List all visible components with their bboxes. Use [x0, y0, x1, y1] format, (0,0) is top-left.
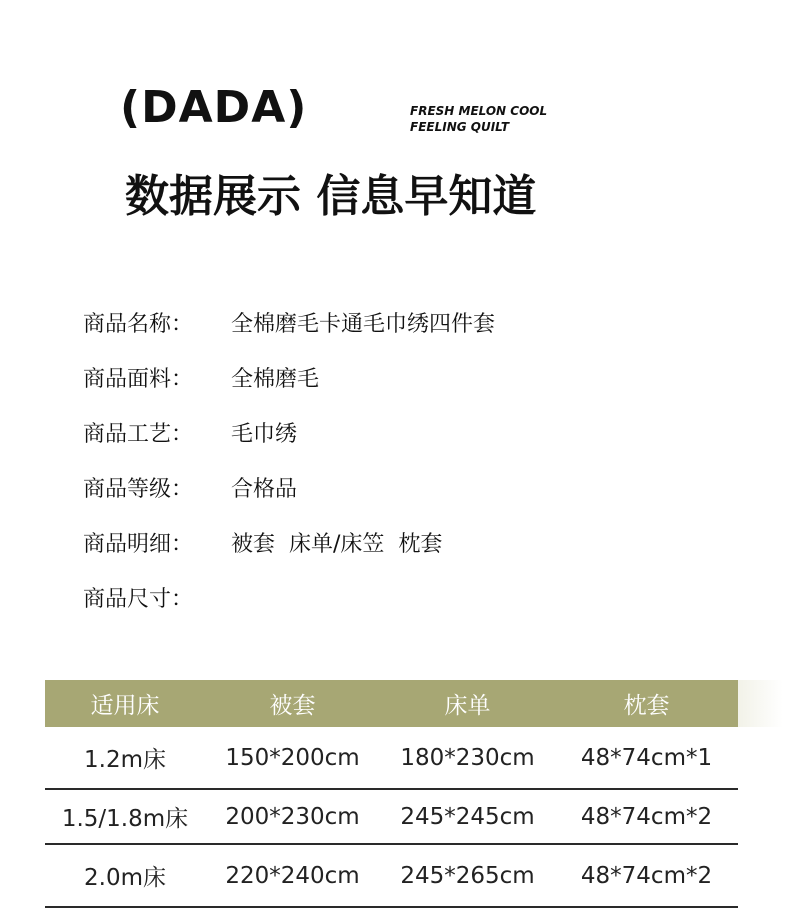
info-label: 商品面料：: [83, 367, 194, 392]
table-cell: 48*74cm*2: [580, 803, 713, 830]
table-cell: 1.5/1.8m床: [61, 806, 189, 832]
brand-logo-text: (DADA): [120, 82, 308, 133]
info-label: 商品等级：: [83, 477, 194, 502]
table-row: [45, 727, 738, 790]
size-table: [45, 680, 738, 908]
table-cell: 220*240cm: [225, 862, 360, 889]
info-label: 商品工艺：: [83, 422, 194, 447]
info-value: 全棉磨毛卡通毛巾绣四件套: [231, 312, 496, 337]
info-value: 被套 床单/床笠 枕套: [231, 532, 443, 557]
header-fade-decoration: [738, 680, 783, 727]
size-table-header: [45, 680, 738, 727]
info-value: 全棉磨毛: [231, 367, 320, 392]
info-label: 商品名称：: [83, 312, 194, 337]
info-value: 合格品: [231, 477, 298, 502]
page-headline: 数据展示 信息早知道: [125, 171, 537, 222]
table-cell: 150*200cm: [225, 744, 360, 771]
table-row: [45, 845, 738, 908]
header-cell-pillowcase: 枕套: [623, 693, 670, 719]
info-label: 商品尺寸：: [83, 587, 194, 612]
info-row-name: [83, 305, 495, 360]
table-cell: 245*265cm: [400, 862, 535, 889]
header-cell-bed: 适用床: [90, 693, 160, 719]
info-row-craft: [83, 415, 495, 470]
header-cell-duvet-cover: 被套: [269, 693, 316, 719]
table-cell: 200*230cm: [225, 803, 360, 830]
info-row-details: [83, 525, 495, 580]
table-cell: 2.0m床: [84, 865, 166, 891]
table-cell: 180*230cm: [400, 744, 535, 771]
info-value: 毛巾绣: [231, 422, 298, 447]
info-row-fabric: [83, 360, 495, 415]
info-label: 商品明细：: [83, 532, 194, 557]
product-info-list: [83, 305, 495, 635]
table-cell: 48*74cm*2: [580, 862, 713, 889]
tagline-line-2: FEELING QUILT: [410, 120, 510, 134]
table-cell: 1.2m床: [84, 747, 166, 773]
table-cell: 245*245cm: [400, 803, 535, 830]
info-row-size: [83, 580, 495, 635]
tagline: [410, 103, 547, 135]
header-cell-bed-sheet: 床单: [444, 693, 491, 719]
tagline-line-1: FRESH MELON COOL: [410, 104, 548, 118]
table-cell: 48*74cm*1: [580, 744, 713, 771]
info-row-grade: [83, 470, 495, 525]
table-row: [45, 790, 738, 845]
